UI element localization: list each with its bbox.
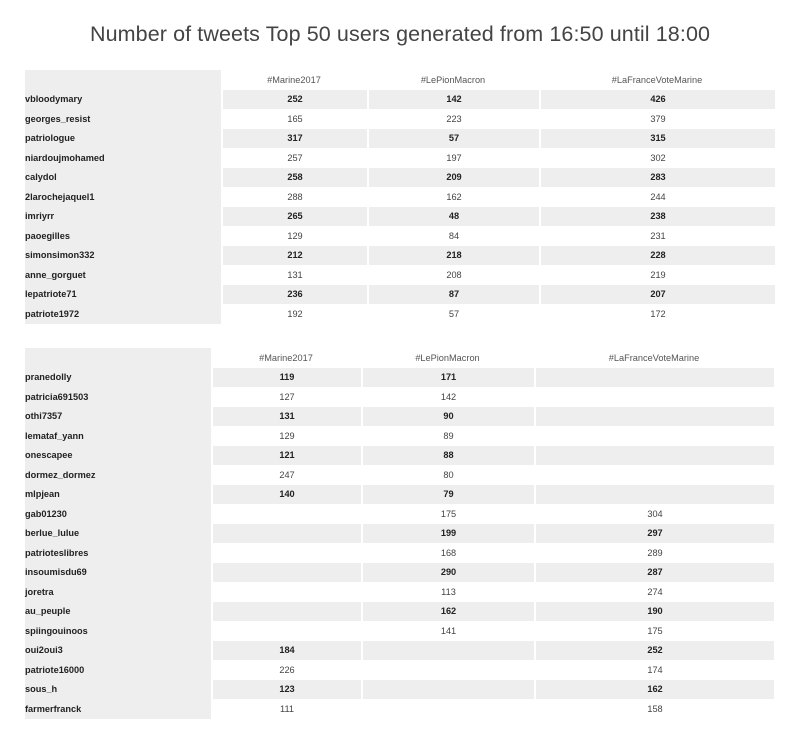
table-row: [25, 207, 775, 227]
tweet-count-cell: 265: [221, 207, 367, 227]
table-row: [25, 387, 774, 407]
user-name-cell: patriologue: [25, 129, 221, 149]
tweet-count-cell: 162: [367, 187, 539, 207]
tweet-count-cell: 219: [539, 265, 775, 285]
table-row: [25, 90, 775, 110]
tweet-count-cell: [361, 660, 534, 680]
column-header-marine2017: #Marine2017: [259, 352, 313, 363]
user-name-cell: onescapee: [25, 446, 211, 466]
table-row: [25, 168, 775, 188]
user-name-cell: anne_gorguet: [25, 265, 221, 285]
user-name-cell: pranedolly: [25, 368, 211, 388]
user-name-cell: mlpjean: [25, 485, 211, 505]
tweet-count-cell: [211, 602, 361, 622]
tweet-count-cell: 238: [539, 207, 775, 227]
user-name-cell: lepatriote71: [25, 285, 221, 305]
table-row: [25, 660, 774, 680]
tweet-count-cell: 209: [367, 168, 539, 188]
user-name-cell: spiingouinoos: [25, 621, 211, 641]
tweet-count-cell: 119: [211, 368, 361, 388]
tweet-count-cell: 190: [534, 602, 774, 622]
user-name-cell: 2larochejaquel1: [25, 187, 221, 207]
user-name-cell: patricia691503: [25, 387, 211, 407]
table-row: [25, 485, 774, 505]
tweet-count-cell: 162: [361, 602, 534, 622]
tweet-count-cell: [534, 387, 774, 407]
tweet-count-cell: 257: [221, 148, 367, 168]
tweet-count-cell: 290: [361, 563, 534, 583]
tweet-count-cell: 192: [221, 304, 367, 324]
tweet-count-cell: 131: [221, 265, 367, 285]
tweet-count-cell: 302: [539, 148, 775, 168]
tweet-count-cell: 129: [221, 226, 367, 246]
tweet-count-cell: 247: [211, 465, 361, 485]
tweet-count-cell: [211, 524, 361, 544]
tweet-count-cell: 197: [367, 148, 539, 168]
tweet-count-cell: 287: [534, 563, 774, 583]
user-name-cell: gab01230: [25, 504, 211, 524]
tweet-count-cell: [534, 446, 774, 466]
table-row: [25, 680, 774, 700]
tweet-count-cell: [534, 368, 774, 388]
user-name-cell: dormez_dormez: [25, 465, 211, 485]
tweet-count-cell: 304: [534, 504, 774, 524]
tweet-count-cell: 57: [367, 304, 539, 324]
column-header-lafrancevotemarine: #LaFranceVoteMarine: [611, 74, 703, 85]
tweet-count-cell: 226: [211, 660, 361, 680]
tweet-count-cell: [534, 426, 774, 446]
tweet-count-cell: 90: [361, 407, 534, 427]
user-name-cell: lemataf_yann: [25, 426, 211, 446]
table-row: [25, 446, 774, 466]
tweet-count-cell: 289: [534, 543, 774, 563]
user-name-cell: vbloodymary: [25, 90, 221, 110]
tweets-table-bottom: [25, 348, 774, 719]
tweet-count-cell: 87: [367, 285, 539, 305]
header-corner: [25, 70, 221, 90]
tweet-count-cell: [211, 621, 361, 641]
user-name-cell: farmerfranck: [25, 699, 211, 719]
tweet-count-cell: [211, 563, 361, 583]
tweet-count-cell: 252: [534, 641, 774, 661]
table-row: [25, 582, 774, 602]
tweet-count-cell: 184: [211, 641, 361, 661]
tweet-count-cell: 172: [539, 304, 775, 324]
table-row: [25, 621, 774, 641]
table-row: [25, 641, 774, 661]
tweet-count-cell: [534, 485, 774, 505]
table-row: [25, 226, 775, 246]
table-row: [25, 465, 774, 485]
column-header-lafrancevotemarine: #LaFranceVoteMarine: [608, 352, 700, 363]
user-name-cell: niardoujmohamed: [25, 148, 221, 168]
tweet-count-cell: 158: [534, 699, 774, 719]
tweet-count-cell: 162: [534, 680, 774, 700]
tweet-count-cell: 142: [367, 90, 539, 110]
table-row: [25, 524, 774, 544]
tweet-count-cell: 127: [211, 387, 361, 407]
table-row: [25, 265, 775, 285]
tweets-table-top: [25, 70, 775, 324]
table-row: [25, 187, 775, 207]
tweet-count-cell: 113: [361, 582, 534, 602]
tweet-count-cell: 131: [211, 407, 361, 427]
table-row: [25, 426, 774, 446]
tweet-count-cell: 79: [361, 485, 534, 505]
user-name-cell: imriyrr: [25, 207, 221, 227]
tweet-count-cell: 228: [539, 246, 775, 266]
user-name-cell: oui2oui3: [25, 641, 211, 661]
table-row: [25, 148, 775, 168]
tweet-count-cell: 111: [211, 699, 361, 719]
tweet-count-cell: 140: [211, 485, 361, 505]
tweet-count-cell: 207: [539, 285, 775, 305]
tweet-count-cell: 208: [367, 265, 539, 285]
column-header-lepionmacron: #LePionMacron: [415, 352, 480, 363]
tweet-count-cell: [211, 543, 361, 563]
tweet-count-cell: 57: [367, 129, 539, 149]
tweet-count-cell: 252: [221, 90, 367, 110]
tweet-count-cell: [361, 699, 534, 719]
tweet-count-cell: 48: [367, 207, 539, 227]
tweet-count-cell: 236: [221, 285, 367, 305]
user-name-cell: sous_h: [25, 680, 211, 700]
tweet-count-cell: 218: [367, 246, 539, 266]
tweet-count-cell: 168: [361, 543, 534, 563]
tweet-count-cell: 88: [361, 446, 534, 466]
user-name-cell: calydol: [25, 168, 221, 188]
tweet-count-cell: 123: [211, 680, 361, 700]
tweet-count-cell: 174: [534, 660, 774, 680]
table-row: [25, 504, 774, 524]
user-name-cell: berlue_lulue: [25, 524, 211, 544]
tweet-count-cell: 84: [367, 226, 539, 246]
user-name-cell: paoegilles: [25, 226, 221, 246]
table-row: [25, 129, 775, 149]
page-title: Number of tweets Top 50 users generated from 16:50 until 18:00: [89, 22, 711, 46]
user-name-cell: patriote1972: [25, 304, 221, 324]
tweet-count-cell: 129: [211, 426, 361, 446]
column-header-marine2017: #Marine2017: [267, 74, 321, 85]
user-name-cell: patriote16000: [25, 660, 211, 680]
tweet-count-cell: [361, 641, 534, 661]
table-header-row: [25, 70, 775, 90]
tweet-count-cell: 141: [361, 621, 534, 641]
tweet-count-cell: [211, 504, 361, 524]
table-row: [25, 699, 774, 719]
tweet-count-cell: 315: [539, 129, 775, 149]
tweet-count-cell: 258: [221, 168, 367, 188]
table-row: [25, 563, 774, 583]
column-header-lepionmacron: #LePionMacron: [420, 74, 486, 85]
table-header-row: [25, 348, 774, 368]
table-row: [25, 543, 774, 563]
tweet-count-cell: 297: [534, 524, 774, 544]
user-name-cell: othi7357: [25, 407, 211, 427]
tweet-count-cell: 121: [211, 446, 361, 466]
user-name-cell: insoumisdu69: [25, 563, 211, 583]
tweet-count-cell: 231: [539, 226, 775, 246]
tweet-count-cell: 199: [361, 524, 534, 544]
tweet-count-cell: 175: [534, 621, 774, 641]
header-corner: [25, 348, 211, 368]
table-row: [25, 407, 774, 427]
table-row: [25, 304, 775, 324]
tweet-count-cell: 426: [539, 90, 775, 110]
tweet-count-cell: 142: [361, 387, 534, 407]
user-name-cell: au_peuple: [25, 602, 211, 622]
tweet-count-cell: [361, 680, 534, 700]
tweet-count-cell: 165: [221, 109, 367, 129]
tweet-count-cell: 283: [539, 168, 775, 188]
table-row: [25, 368, 774, 388]
user-name-cell: joretra: [25, 582, 211, 602]
tweet-count-cell: [534, 465, 774, 485]
tweet-count-cell: 223: [367, 109, 539, 129]
user-name-cell: simonsimon332: [25, 246, 221, 266]
table-row: [25, 246, 775, 266]
tweet-count-cell: 379: [539, 109, 775, 129]
user-name-cell: patrioteslibres: [25, 543, 211, 563]
table-row: [25, 109, 775, 129]
tweet-count-cell: 244: [539, 187, 775, 207]
tweet-count-cell: 288: [221, 187, 367, 207]
tweet-count-cell: 317: [221, 129, 367, 149]
tweet-count-cell: 274: [534, 582, 774, 602]
tweet-count-cell: 89: [361, 426, 534, 446]
tweet-count-cell: 171: [361, 368, 534, 388]
tweet-count-cell: 175: [361, 504, 534, 524]
tweet-count-cell: [534, 407, 774, 427]
table-row: [25, 285, 775, 305]
table-row: [25, 602, 774, 622]
tweet-count-cell: 212: [221, 246, 367, 266]
user-name-cell: georges_resist: [25, 109, 221, 129]
tweet-count-cell: 80: [361, 465, 534, 485]
tweet-count-cell: [211, 582, 361, 602]
